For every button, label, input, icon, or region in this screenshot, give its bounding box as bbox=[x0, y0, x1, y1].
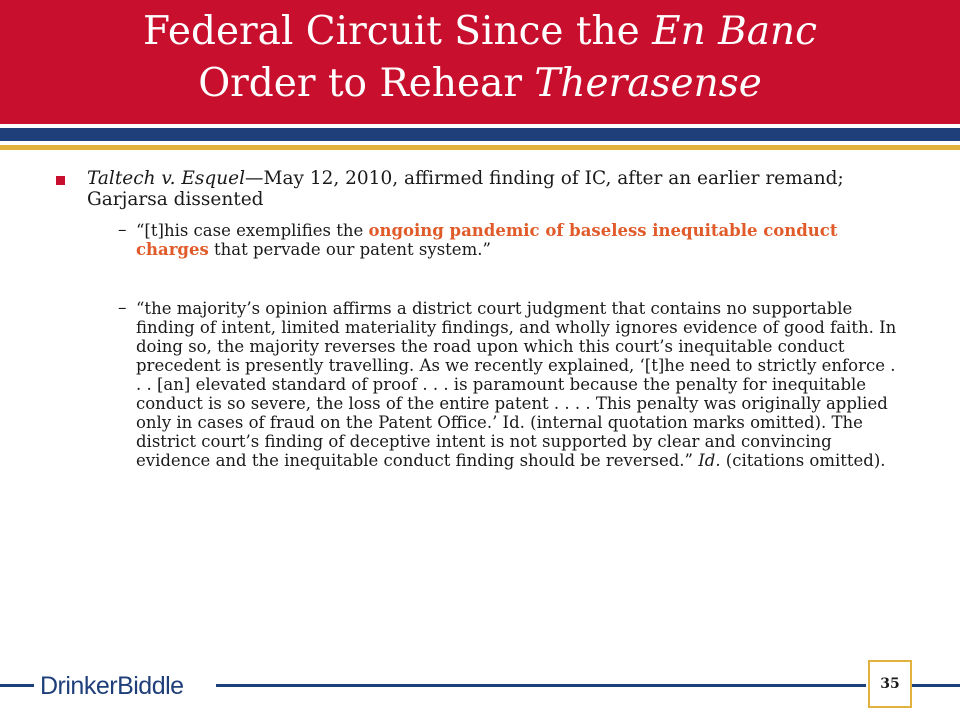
stripe-gold bbox=[0, 145, 960, 150]
sub-item-2 bbox=[118, 299, 916, 470]
page-number: 35 bbox=[880, 676, 900, 692]
square-bullet-icon bbox=[56, 176, 65, 185]
title-part1: Federal Circuit Since the bbox=[142, 9, 653, 54]
title-part3: Order to Rehear bbox=[198, 61, 535, 106]
dash-bullet: – bbox=[118, 220, 127, 240]
slide-body bbox=[56, 168, 916, 470]
sub-item-1 bbox=[118, 221, 916, 259]
sub2-cite-after: (citations omitted). bbox=[720, 451, 886, 470]
title-part4: Therasense bbox=[534, 61, 762, 106]
case-name: Taltech v. Esquel bbox=[87, 168, 246, 189]
sub2-quote: “the majority’s opinion affirms a district court judgment that contains no supportable finding of intent, limited materiality findings, and wholly ignores evidence of good faith. In doing so, the majority reverses the road upon which this court’s inequitable conduct precedent is presently travelling. As we recently explained, ‘[t]he need to strictly enforce . . . [an] elevated standard of proof . . . is paramount because the penalty for inequitable conduct is so severe, the loss of the entire patent . . . . This penalty was originally applied only in cases of fraud on the Patent Office.’ Id. (internal quotation marks omitted). The district court’s finding of deceptive intent is not supported by clear and convincing evidence and the inequitable conduct finding should be reversed.” bbox=[136, 299, 897, 470]
bullet-text bbox=[87, 168, 907, 210]
sub-item-2-text bbox=[136, 299, 902, 470]
sub1-highlight: ongoing pandemic of baseless inequitable conduct charges bbox=[136, 221, 838, 259]
drinker-biddle-logo: DrinkerBiddle bbox=[40, 672, 184, 700]
footer-rule-right bbox=[912, 684, 960, 687]
page-number-box bbox=[868, 660, 912, 708]
stripe-navy bbox=[0, 128, 960, 141]
slide-title bbox=[0, 6, 960, 110]
sub-item-1-text bbox=[136, 221, 902, 259]
title-part2: En Banc bbox=[652, 9, 818, 54]
footer-rule-left bbox=[0, 684, 34, 687]
sub2-cite: Id. bbox=[698, 451, 721, 470]
bullet-item bbox=[56, 168, 916, 210]
dash-bullet: – bbox=[118, 298, 127, 318]
sub1-after: that pervade our patent system.” bbox=[208, 240, 491, 259]
footer-rule-middle bbox=[216, 684, 866, 687]
bullet-detail: —May 12, 2010, affirmed finding of IC, after an earlier remand; Garjarsa dissented bbox=[87, 168, 844, 210]
sub1-before: “[t]his case exemplifies the bbox=[136, 221, 369, 240]
